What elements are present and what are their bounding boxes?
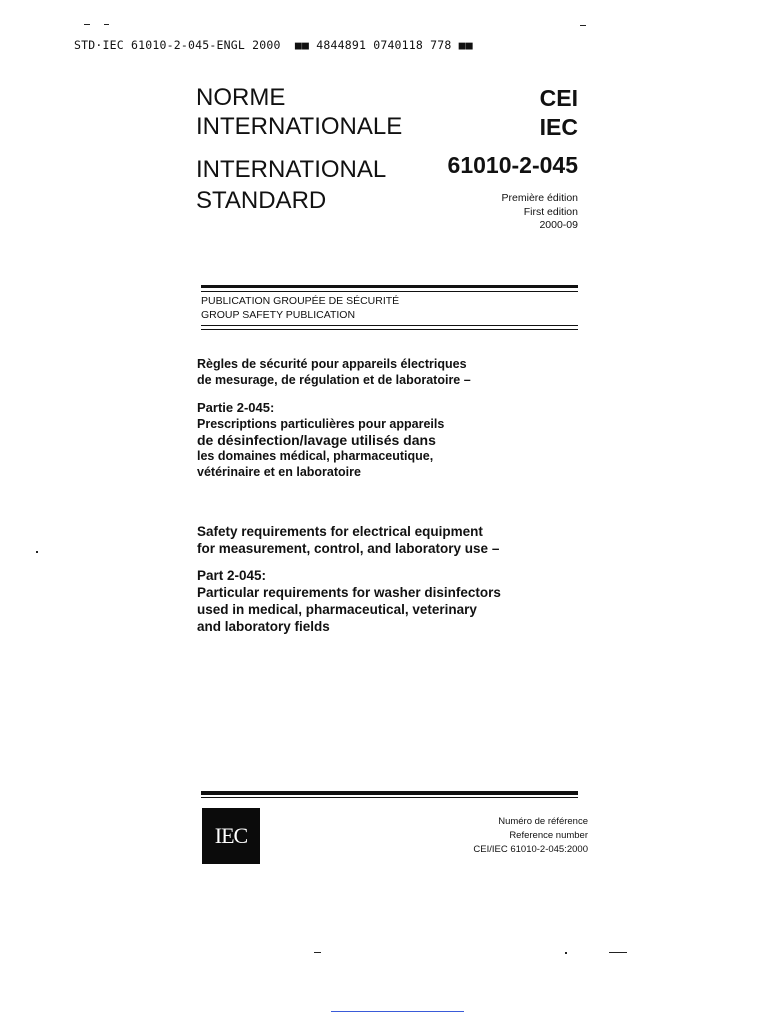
french-part-line-1: Prescriptions particulières pour appareils bbox=[197, 417, 445, 431]
english-part-line-2: used in medical, pharmaceutical, veterinary bbox=[197, 602, 477, 617]
group-publication bbox=[201, 295, 399, 322]
french-part-line-3: les domaines médical, pharmaceutique, bbox=[197, 449, 434, 463]
band-bottom-rule-2 bbox=[201, 329, 578, 330]
scan-speck bbox=[314, 952, 321, 953]
english-part-line-1: Particular requirements for washer disinfectors bbox=[197, 585, 501, 600]
french-part-label: Partie 2-045: bbox=[197, 400, 275, 415]
title-standard: STANDARD bbox=[196, 187, 327, 214]
scan-speck bbox=[580, 25, 586, 26]
edition-block bbox=[438, 192, 578, 233]
iec-logo bbox=[202, 808, 260, 864]
scan-speck bbox=[84, 24, 90, 25]
top-thin-rule bbox=[201, 291, 578, 292]
group-publication-en: GROUP SAFETY PUBLICATION bbox=[201, 308, 356, 321]
scan-speck bbox=[565, 952, 567, 954]
french-part-line-4: vétérinaire et en laboratoire bbox=[197, 465, 361, 479]
english-part-label: Part 2-045: bbox=[197, 568, 267, 583]
english-title-line-1: Safety requirements for electrical equipment bbox=[197, 524, 483, 539]
edition-fr: Première édition bbox=[501, 192, 578, 204]
top-rule bbox=[201, 285, 578, 288]
title-norme: NORME bbox=[196, 84, 286, 111]
french-title-line-2: de mesurage, de régulation et de laboratoire – bbox=[197, 373, 471, 387]
scan-speck bbox=[36, 551, 38, 553]
scan-speck bbox=[104, 24, 109, 25]
french-part-line-2: de désinfection/lavage utilisés dans bbox=[197, 432, 436, 448]
group-publication-fr: PUBLICATION GROUPÉE DE SÉCURITÉ bbox=[201, 295, 400, 307]
reference-label-en: Reference number bbox=[509, 830, 588, 841]
title-internationale: INTERNATIONALE bbox=[196, 113, 403, 140]
scan-speck bbox=[609, 952, 627, 953]
band-bottom-rule bbox=[201, 325, 578, 326]
french-title-line-1: Règles de sécurité pour appareils électriques bbox=[197, 357, 467, 371]
iec-logo-text: IEC bbox=[214, 823, 248, 848]
edition-en: First edition bbox=[523, 205, 578, 218]
catalog-header-line: STD·IEC 61010-2-045-ENGL 2000 ■■ 4844891 0740118 778 ■■ bbox=[74, 38, 473, 52]
standard-number: 61010-2-045 bbox=[447, 152, 578, 178]
french-title bbox=[197, 356, 471, 480]
reference-label-fr: Numéro de référence bbox=[498, 816, 588, 827]
english-title-line-2: for measurement, control, and laboratory use – bbox=[197, 541, 500, 556]
reference-number: CEI/IEC 61010-2-045:2000 bbox=[473, 844, 588, 855]
bottom-rule bbox=[201, 791, 578, 795]
english-part-line-3: and laboratory fields bbox=[197, 619, 330, 634]
title-international: INTERNATIONAL bbox=[196, 156, 387, 183]
bottom-thin-rule bbox=[201, 797, 578, 798]
title-cei: CEI bbox=[539, 85, 578, 111]
reference-block bbox=[388, 815, 588, 857]
bottom-link-underline[interactable] bbox=[331, 1011, 464, 1012]
english-title bbox=[197, 523, 501, 635]
edition-date: 2000-09 bbox=[539, 219, 578, 231]
title-iec: IEC bbox=[539, 114, 578, 140]
